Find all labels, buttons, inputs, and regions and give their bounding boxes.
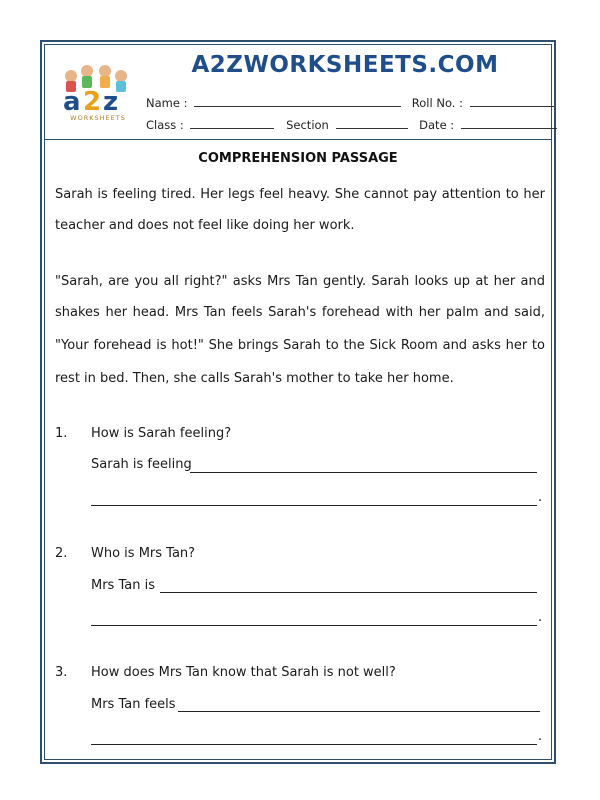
passage-title: COMPREHENSION PASSAGE: [198, 151, 398, 166]
section-field[interactable]: [336, 117, 408, 129]
answer-period: .: [538, 610, 543, 625]
svg-text:2: 2: [83, 87, 102, 117]
answer-line[interactable]: [91, 505, 537, 506]
svg-text:z: z: [103, 87, 119, 117]
section-label: Section: [286, 118, 329, 132]
logo-caption: WORKSHEETS: [70, 114, 126, 122]
date-field[interactable]: [461, 117, 557, 129]
header-divider: [44, 139, 552, 140]
answer-line[interactable]: [190, 472, 537, 473]
answer-line[interactable]: [91, 744, 537, 745]
passage-line: "Your forehead is hot!" She brings Sarah to the Sick Room and asks her to: [55, 338, 545, 353]
name-field[interactable]: [194, 95, 401, 107]
passage-line: rest in bed. Then, she calls Sarah's mother to take her home.: [55, 371, 454, 386]
answer-lead: Mrs Tan is: [91, 578, 155, 593]
roll-label: Roll No. :: [411, 96, 463, 110]
answer-line[interactable]: [91, 625, 537, 626]
class-section-date-row: [146, 117, 557, 132]
question-text: How does Mrs Tan know that Sarah is not well?: [91, 665, 396, 680]
passage-line: Sarah is feeling tired. Her legs feel heavy. She cannot pay attention to her: [55, 187, 545, 202]
passage-line: "Sarah, are you all right?" asks Mrs Tan gently. Sarah looks up at her and: [55, 274, 545, 289]
logo-letters: [63, 87, 118, 117]
class-field[interactable]: [190, 117, 274, 129]
answer-line[interactable]: [178, 711, 540, 712]
passage-line: shakes her head. Mrs Tan feels Sarah's forehead with her palm and said,: [55, 305, 545, 320]
site-title: A2ZWORKSHEETS.COM: [191, 52, 499, 78]
name-label: Name :: [146, 96, 188, 110]
question-number: 3.: [55, 665, 68, 680]
class-label: Class :: [146, 118, 184, 132]
answer-line[interactable]: [160, 592, 537, 593]
date-label: Date :: [419, 118, 455, 132]
a2z-logo: [57, 62, 139, 124]
passage-line: teacher and does not feel like doing her work.: [55, 218, 355, 233]
roll-field[interactable]: [470, 95, 554, 107]
answer-lead: Sarah is feeling: [91, 457, 192, 472]
answer-lead: Mrs Tan feels: [91, 697, 176, 712]
svg-text:a: a: [63, 87, 81, 117]
answer-period: .: [538, 729, 543, 744]
question-text: How is Sarah feeling?: [91, 426, 232, 441]
answer-period: .: [538, 490, 543, 505]
question-number: 2.: [55, 546, 68, 561]
question-text: Who is Mrs Tan?: [91, 546, 196, 561]
question-number: 1.: [55, 426, 68, 441]
name-roll-row: [146, 95, 554, 110]
